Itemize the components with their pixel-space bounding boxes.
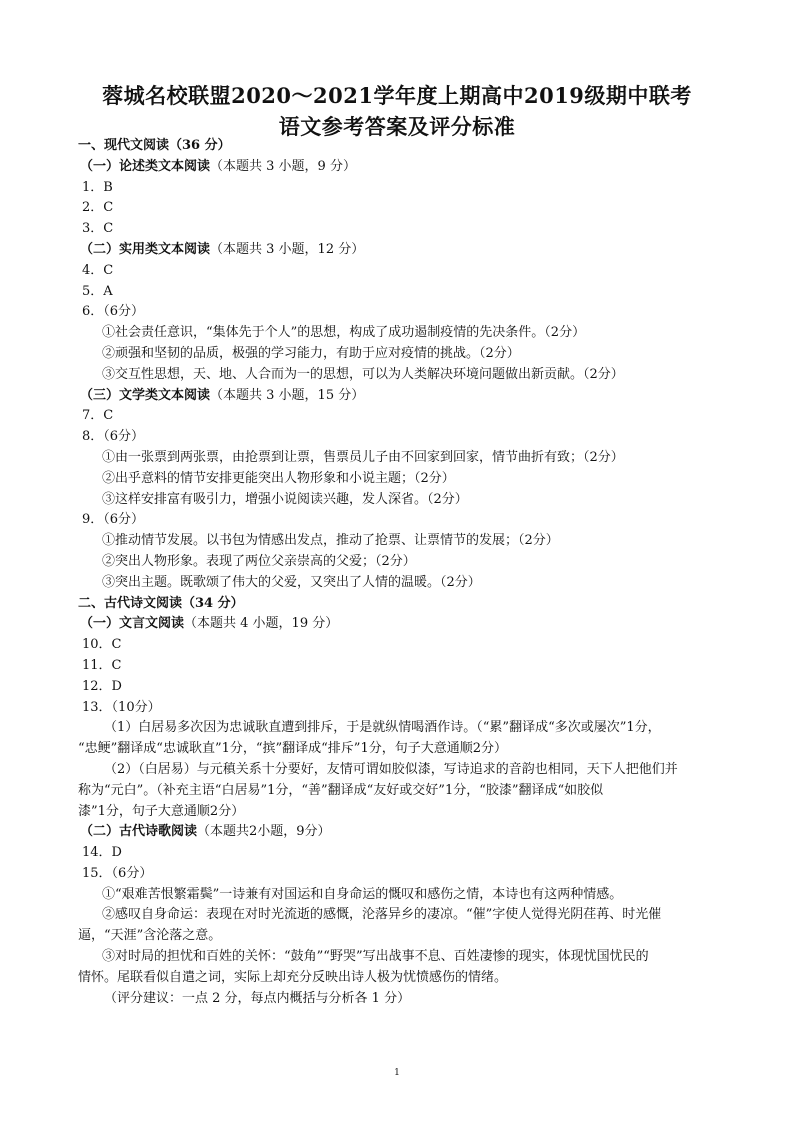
answer-line (78, 448, 728, 469)
answer-line (78, 178, 728, 199)
answer-line (78, 427, 728, 448)
answer-line (78, 531, 728, 552)
answer-line (78, 739, 728, 760)
document-subtitle: 语文参考答案及评分标准 (278, 114, 516, 139)
answer-line (78, 698, 728, 719)
answer-line (78, 760, 728, 781)
subsection-label: （三）文学类文本阅读 (80, 387, 211, 403)
answer-line (78, 718, 728, 739)
line-text: 1．B (82, 179, 113, 195)
answer-line (78, 365, 728, 386)
answer-line (78, 302, 728, 323)
answer-content (78, 136, 728, 1009)
line-text: （本题共 3 小题，15 分） (210, 387, 365, 403)
line-text: 12．D (82, 678, 122, 694)
line-text: 2．C (82, 200, 114, 216)
line-text: 称为“元白”。（补充主语“白居易”1分，“善”翻译成“友好或交好”1分，“胶漆”翻译成“如胶似 (78, 782, 604, 798)
line-text: ③交互性思想，天、地、人合而为一的思想，可以为人类解决环境问题做出新贡献。（2分） (102, 366, 624, 382)
answer-line (78, 905, 728, 926)
line-text: （评分建议：一点 2 分，每点内概括与分析各 1 分） (104, 990, 411, 1006)
line-text: ③这样安排富有吸引力，增强小说阅读兴趣，发人深省。（2分） (102, 491, 468, 507)
answer-line (78, 947, 728, 968)
line-text: 13．（10分） (82, 699, 161, 715)
line-text: （本题共 3 小题，12 分） (210, 241, 365, 257)
page-number: 1 (394, 1068, 400, 1078)
answer-line (78, 219, 728, 240)
subsection-label: （一）论述类文本阅读 (80, 158, 211, 174)
line-text: （本题共2小题，9分） (197, 824, 331, 840)
line-text: 14．D (82, 845, 122, 861)
answer-line (78, 989, 728, 1010)
answer-line (78, 843, 728, 864)
subsection-label: （二）实用类文本阅读 (80, 241, 211, 257)
answer-line (78, 968, 728, 989)
answer-line (78, 926, 728, 947)
line-text: ②出乎意料的情节安排更能突出人物形象和小说主题；（2分） (102, 470, 455, 486)
answer-line (78, 552, 728, 573)
line-text: 4．C (82, 262, 114, 278)
answer-line (78, 406, 728, 427)
line-text: 3．C (82, 221, 114, 237)
answer-line (78, 510, 728, 531)
line-text: ③突出主题。既歌颂了伟大的父爱，又突出了人情的温暖。（2分） (102, 574, 481, 590)
line-text: 15．（6分） (82, 865, 153, 881)
line-text: 7．C (82, 408, 114, 424)
line-text: 一、现代文阅读（36 分） (78, 138, 231, 153)
line-text: 11．C (82, 657, 122, 673)
document-title: 蓉城名校联盟2020～2021学年度上期高中2019级期中联考 (102, 83, 692, 108)
line-text: ①“艰难苦恨繁霜鬓”一诗兼有对国运和自身命运的慨叹和感伤之情，本诗也有这两种情感。 (102, 886, 623, 902)
answer-line (78, 198, 728, 219)
answer-line (78, 469, 728, 490)
answer-line (78, 573, 728, 594)
line-text: ②感叹自身命运：表现在对时光流逝的感慨，沦落异乡的凄凉。“催”字使人觉得光阴荏苒、时光催 (102, 907, 662, 923)
line-text: （2）（白居易）与元稹关系十分要好，友情可谓如胶似漆，写诗追求的音韵也相同，天下人把他们并 (104, 761, 678, 777)
answer-line (78, 490, 728, 511)
line-text: 情怀。尾联看似自遣之词，实际上却充分反映出诗人极为忧愤感伤的情绪。 (78, 969, 508, 985)
subsection-heading (78, 386, 728, 407)
line-text: “忠鲠”翻译成“忠诚耿直”1分，“摈”翻译成“排斥”1分，句子大意通顺2分） (78, 741, 507, 757)
line-text: ②突出人物形象。表现了两位父亲崇高的父爱；（2分） (102, 553, 416, 569)
line-text: 漆”1分，句子大意通顺2分） (78, 803, 245, 819)
answer-line (78, 282, 728, 303)
answer-line (78, 656, 728, 677)
line-text: ①社会责任意识，“集体先于个人”的思想，构成了成功遏制疫情的先决条件。（2分） (102, 325, 586, 341)
line-text: 8．（6分） (82, 429, 145, 445)
line-text: 10．C (82, 637, 122, 653)
line-text: 6．（6分） (82, 304, 145, 320)
line-text: （本题共 3 小题，9 分） (210, 158, 356, 174)
answer-line (78, 323, 728, 344)
answer-line (78, 802, 728, 823)
answer-line (78, 261, 728, 282)
answer-line (78, 864, 728, 885)
line-text: （本题共 4 小题，19 分） (184, 616, 339, 632)
line-text: ③对时局的担忧和百姓的关怀：“鼓角”“野哭”写出战事不息、百姓凄惨的现实，体现忧国忧民的 (102, 949, 649, 965)
line-text: 逼，“天涯”含沦落之意。 (78, 928, 222, 944)
answer-line (78, 885, 728, 906)
section-heading (78, 136, 728, 157)
line-text: 5．A (82, 283, 113, 299)
line-text: 二、古代诗文阅读（34 分） (78, 595, 244, 611)
line-text: ②顽强和坚韧的品质，极强的学习能力，有助于应对疫情的挑战。（2分） (102, 345, 520, 361)
subsection-heading (78, 157, 728, 178)
answer-line (78, 677, 728, 698)
subsection-label: （一）文言文阅读 (80, 616, 185, 632)
answer-line (78, 781, 728, 802)
subsection-heading (78, 240, 728, 261)
section-heading (78, 594, 728, 615)
line-text: ①由一张票到两张票，由抢票到让票，售票员儿子由不回家到回家，情节曲折有致；（2分） (102, 449, 624, 465)
subsection-heading (78, 822, 728, 843)
line-text: （1）白居易多次因为忠诚耿直遭到排斥，于是就纵情喝酒作诗。（“累”翻译成“多次或屡次”1分， (104, 720, 661, 736)
answer-line (78, 344, 728, 365)
subsection-label: （二）古代诗歌阅读 (80, 824, 198, 840)
answer-line (78, 635, 728, 656)
line-text: 9．（6分） (82, 512, 145, 528)
line-text: ①推动情节发展。以书包为情感出发点，推动了抢票、让票情节的发展；（2分） (102, 533, 559, 549)
subsection-heading (78, 614, 728, 635)
